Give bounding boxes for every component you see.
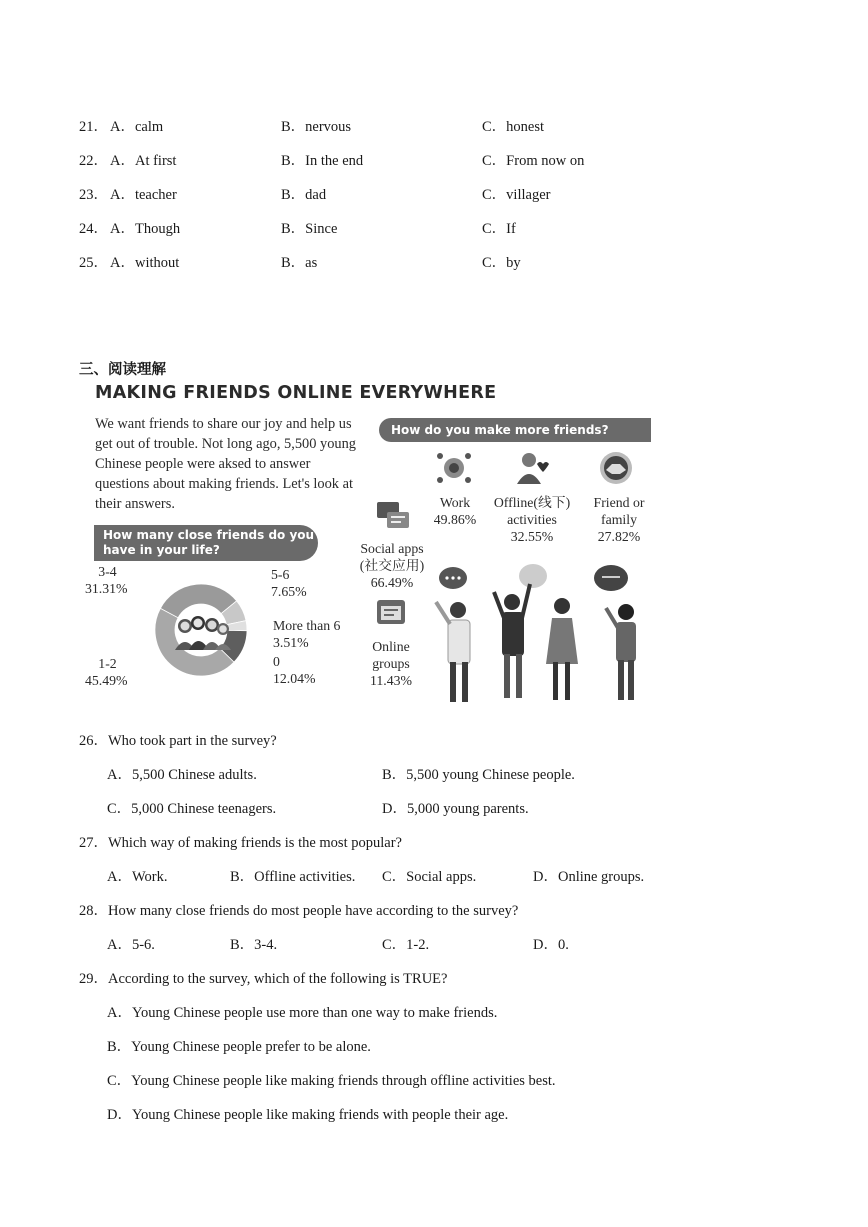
close-friends-donut-chart <box>151 568 251 688</box>
infographic-title: MAKING FRIENDS ONLINE EVERYWHERE <box>95 383 497 403</box>
close-friends-question-banner: How many close friends do you have in your life? <box>94 525 318 561</box>
way-online-groups: Online groups 11.43% <box>369 639 413 688</box>
way-work: Work 49.86% <box>433 495 477 527</box>
q27-option-b: B．Offline activities. <box>230 869 356 885</box>
section-title: 三、阅读理解 <box>79 362 166 378</box>
offline-activities-icon <box>513 450 553 486</box>
infographic <box>85 380 658 710</box>
q24-option-a: A．Though <box>110 221 181 237</box>
people-talking-illustration <box>428 562 653 707</box>
speech-bubble-icon <box>439 564 628 591</box>
q29-stem: 29．According to the survey, which of the following is TRUE? <box>79 971 448 987</box>
q26-option-c: C．5,000 Chinese teenagers. <box>107 801 277 817</box>
way-friend-family: Friend or family 27.82% <box>593 495 645 544</box>
q25-number: 25． <box>79 255 108 271</box>
q26-option-d: D．5,000 young parents. <box>382 801 529 817</box>
online-groups-icon <box>375 598 407 630</box>
q25-option-a: A．without <box>110 255 180 271</box>
q22-option-a: A．At first <box>110 153 177 169</box>
q28-option-b: B．3-4. <box>230 937 278 953</box>
q23-option-c: C．villager <box>482 187 551 203</box>
q22-option-c: C．From now on <box>482 153 585 169</box>
q29-option-c: C．Young Chinese people like making friends through offline activities best. <box>107 1073 556 1089</box>
people-illustration-icon <box>175 616 231 650</box>
q21-option-c: C．honest <box>482 119 545 135</box>
social-apps-icon <box>375 500 411 534</box>
q23-number: 23． <box>79 187 108 203</box>
q21-number: 21． <box>79 119 108 135</box>
q27-stem: 27．Which way of making friends is the most popular? <box>79 835 402 851</box>
q22-option-b: B．In the end <box>281 153 364 169</box>
q29-option-b: B．Young Chinese people prefer to be alone. <box>107 1039 371 1055</box>
q23-option-a: A．teacher <box>110 187 177 203</box>
pie-label-3-4: 3-4 31.31% <box>85 564 128 596</box>
q22-number: 22． <box>79 153 108 169</box>
q28-option-c: C．1-2. <box>382 937 430 953</box>
q24-number: 24． <box>79 221 108 237</box>
way-offline-activities: Offline(线下) activities 32.55% <box>493 495 571 544</box>
q26-option-a: A．5,500 Chinese adults. <box>107 767 257 783</box>
q29-option-d: D．Young Chinese people like making friends with people their age. <box>107 1107 509 1123</box>
q21-option-a: A．calm <box>110 119 164 135</box>
q21-option-b: B．nervous <box>281 119 352 135</box>
q23-option-b: B．dad <box>281 187 327 203</box>
q28-stem: 28．How many close friends do most people have according to the survey? <box>79 903 519 919</box>
q27-option-d: D．Online groups. <box>533 869 645 885</box>
make-friends-question-banner: How do you make more friends? <box>379 418 651 442</box>
work-icon <box>436 450 472 486</box>
q29-option-a: A．Young Chinese people use more than one way to make friends. <box>107 1005 498 1021</box>
pie-label-0: 0 12.04% <box>273 654 316 686</box>
pie-label-1-2: 1-2 45.49% <box>85 656 128 688</box>
q28-option-a: A．5-6. <box>107 937 155 953</box>
q26-option-b: B．5,500 young Chinese people. <box>382 767 575 783</box>
q24-option-b: B．Since <box>281 221 338 237</box>
q24-option-c: C．If <box>482 221 516 237</box>
pie-label-5-6: 5-6 7.65% <box>271 567 307 599</box>
q28-option-d: D．0. <box>533 937 569 953</box>
infographic-intro: We want friends to share our joy and help us get out of trouble. Not long ago, 5,500 young Chinese people were aksed to answer questions about making friends. Let's look at their answers. <box>95 416 356 512</box>
q27-option-c: C．Social apps. <box>382 869 477 885</box>
q25-option-b: B．as <box>281 255 318 271</box>
q27-option-a: A．Work. <box>107 869 168 885</box>
pie-label-more-than-6: More than 6 3.51% <box>273 618 341 650</box>
way-social-apps: Social apps (社交应用) 66.49% <box>359 541 425 590</box>
q26-stem: 26．Who took part in the survey? <box>79 733 277 749</box>
q25-option-c: C．by <box>482 255 521 271</box>
friend-family-icon <box>598 450 634 486</box>
